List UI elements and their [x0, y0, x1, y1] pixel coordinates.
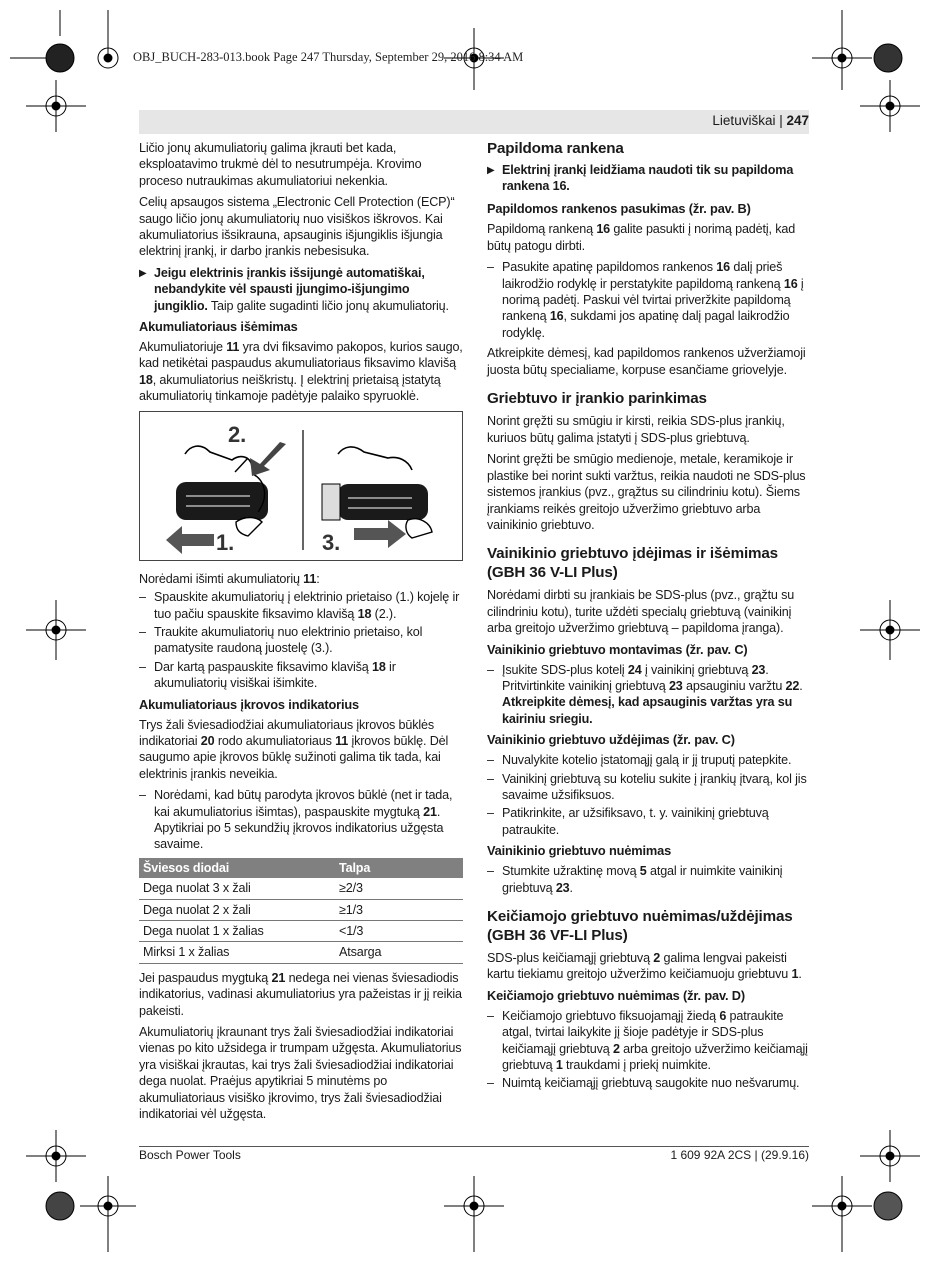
table-row: Dega nuolat 3 x žali ≥2/3	[139, 878, 463, 899]
list-item: – Nuimtą keičiamąjį griebtuvą saugokite nuo nešvarumų.	[487, 1075, 809, 1091]
crosshair-mark	[860, 80, 920, 132]
footer-doc-code: 1 609 92A 2CS | (29.9.16)	[670, 1148, 809, 1162]
paragraph: SDS-plus keičiamąjį griebtuvą 2 galima lengvai pakeisti kartu tiekiamu greitojo užveržimo keičiamuoju griebtuvu 1.	[487, 951, 802, 982]
crosshair-mark	[874, 44, 902, 72]
paragraph: Norint gręžti be smūgio medienoje, metale, keramikoje ir plastike bei norint sukti varžtus, reikia naudoti ne SDS-plus sistemos įrankius (pvz., grąžtus su cilindriniu kotu). Šiems įrankiams reikės greitojo užveržimo griebtuvo arba vainikinio griebtuvo.	[487, 452, 806, 532]
list-item: – Patikrinkite, ar užsifiksavo, t. y. vainikinį griebtuvą patraukite.	[487, 805, 809, 838]
table-row: Dega nuolat 2 x žali ≥1/3	[139, 899, 463, 920]
crosshair-mark	[444, 1176, 504, 1252]
crosshair-mark	[46, 10, 74, 72]
paragraph: Atkreipkite dėmesį, kad papildomos rankenos užveržiamoji juosta būtų specialiame, korpuse esančiame griovelyje.	[487, 346, 806, 377]
warning-item: ▶ Elektrinį įrankį leidžiama naudoti tik su papildoma rankena 16.	[487, 162, 794, 193]
crosshair-mark	[26, 1130, 86, 1182]
list-item: – Įsukite SDS-plus kotelį 24 į vainikinį griebtuvą 23. Pritvirtinkite vainikinį griebtuvą 23 apsauginiu varžtu 22. Atkreipkite dėmesį, kad apsauginis varžtas yra su kairiniu sriegiu.	[487, 662, 809, 728]
paragraph: Norint gręžti su smūgiu ir kirsti, reikia SDS-plus įrankių, kuriuos būtų galima įstatyti į SDS-plus griebtuvą.	[487, 414, 785, 445]
header-language: Lietuviškai	[712, 113, 776, 128]
paragraph: Akumuliatorių įkraunant trys žali šviesadiodžiai indikatoriai vienas po kito užsidega ir trumpam užgęsta. Akumuliatorius yra visiškai įkrautas, kai trys žali šviesadiodžiai indikatoriai dega nuolat. Praėjus apytikriai 5 minutėms po akumuliatoriaus visiško įkrovimo, trys žali šviesadiodžiai indikatoriai vėl užgęsta.	[139, 1025, 462, 1122]
paragraph: Celių apsaugos sistema „Electronic Cell Protection (ECP)“ saugo ličio jonų akumuliatorių nuo visiškos iškrovos. Kai akumuliatorius išsikrauna, apsauginis išjungiklis išjungia elektrinį įrankį, ir darbo įrankis nebesisuka.	[139, 195, 455, 259]
list-item: – Traukite akumuliatorių nuo elektrinio prietaiso, kol pamatysite raudoną juostelę (3.).	[139, 624, 463, 657]
battery-illustration	[140, 412, 462, 560]
footer-brand: Bosch Power Tools	[139, 1148, 241, 1162]
list-item: – Spauskite akumuliatorių į elektrinio prietaiso (1.) kojelę ir tuo pačiu spauskite fiksavimo klavišą 18 (2.).	[139, 589, 463, 622]
section-heading: Keičiamojo griebtuvo nuėmimas (žr. pav. D)	[487, 987, 745, 1003]
section-heading: Keičiamojo griebtuvo nuėmimas/uždėjimas (GBH 36 VF-LI Plus)	[487, 908, 793, 944]
table-header: Šviesos diodai	[139, 858, 335, 878]
paragraph: Ličio jonų akumuliatorių galima įkrauti bet kada, eksploatavimo trukmė dėl to nesutrumpėja. Krovimo proceso nutraukimas akumuliatoriui nekenkia.	[139, 141, 422, 188]
list-item: – Keičiamojo griebtuvo fiksuojamąjį žiedą 6 patraukite atgal, tvirtai laikykite jį šioje padėtyje ir SDS-plus keičiamąjį griebtuvą 2 arba greitojo užveržimo keičiamąjį griebtuvą 1 traukdami į priekį nuimkite.	[487, 1008, 809, 1074]
paragraph: Jei paspaudus mygtuką 21 nedega nei vienas šviesadiodis indikatorius, vadinasi akumuliatorius yra pažeistas ir jį reikia pakeisti.	[139, 970, 462, 1018]
step-label-3: 3.	[322, 529, 341, 555]
section-heading: Vainikinio griebtuvo uždėjimas (žr. pav. C)	[487, 732, 735, 748]
triangle-bullet-icon: ▶	[139, 267, 147, 279]
list-item: – Vainikinį griebtuvą su koteliu sukite į įrankių įtvarą, kol jis savaime užsifiksuos.	[487, 771, 809, 804]
crosshair-mark	[860, 1130, 920, 1182]
warning-item: ▶ Jeigu elektrinis įrankis išsijungė automatiškai, nebandykite vėl spausti įjungimo-išjungimo jungiklio. Taip galite sugadinti ličio jonų akumuliatorių.	[139, 265, 449, 313]
crosshair-mark	[46, 1192, 74, 1220]
header-bar	[139, 110, 809, 134]
crosshair-mark	[812, 1176, 872, 1252]
triangle-bullet-icon: ▶	[487, 164, 495, 176]
list-item: – Pasukite apatinę papildomos rankenos 16 dalį prieš laikrodžio rodyklę ir perstatykite papildomą rankeną 16 į norimą padėtį. Paskui vėl tvirtai priveržkite papildomą rankeną 16, sukdami jos apatinę dalį pagal laikrodžio rodyklę.	[487, 259, 809, 341]
section-heading: Vainikinio griebtuvo įdėjimas ir išėmimas (GBH 36 V-LI Plus)	[487, 545, 778, 581]
list-item: – Norėdami, kad būtų parodyta įkrovos būklė (net ir tada, kai akumuliatorius išimtas), paspauskite mygtuką 21. Apytikriai po 5 sekundžių įkrovos indikatorius užgęsta savaime.	[139, 787, 463, 853]
paragraph: Papildomą rankeną 16 galite pasukti į norimą padėtį, kad būtų patogu dirbti.	[487, 222, 796, 253]
section-heading: Papildoma rankena	[487, 140, 624, 157]
paragraph: Akumuliatoriuje 11 yra dvi fiksavimo pakopos, kurios saugo, kad netikėtai paspaudus akumuliatoriaus fiksavimo klavišą 18, akumuliatorius neiškristų. Į elektrinį prietaisą įstatytą akumuliatorių tinkamoje padėtyje palaiko spyruoklė.	[139, 340, 463, 404]
section-heading: Vainikinio griebtuvo montavimas (žr. pav. C)	[487, 641, 748, 657]
section-heading: Papildomos rankenos pasukimas (žr. pav. B)	[487, 201, 751, 217]
registration-line: OBJ_BUCH-283-013.book Page 247 Thursday, September 29, 2016 8:34 AM	[133, 50, 524, 64]
list-item: – Nuvalykite kotelio įstatomąjį galą ir jį truputį patepkite.	[487, 752, 809, 768]
crosshair-mark	[80, 1176, 136, 1252]
paragraph: Norėdami dirbti su įrankiais be SDS-plus (pvz., grąžtu su cilindriniu kotu), turite uždėti specialų griebtuvą (vainikinį arba greitojo užveržimo griebtuvą – papildoma įranga).	[487, 588, 795, 636]
step-label-1: 1.	[216, 529, 235, 555]
page-number: 247	[786, 113, 809, 128]
list-item: – Stumkite užraktinę movą 5 atgal ir nuimkite vainikinį griebtuvą 23.	[487, 863, 809, 896]
list-item: – Dar kartą paspauskite fiksavimo klavišą 18 ir akumuliatorių visiškai išimkite.	[139, 659, 463, 692]
table-header: Talpa	[335, 858, 463, 878]
right-column	[487, 140, 809, 1094]
crosshair-mark	[860, 600, 920, 660]
left-column	[139, 140, 463, 1127]
crosshair-mark	[26, 80, 86, 132]
crosshair-mark	[812, 10, 872, 90]
paragraph: Norėdami išimti akumuliatorių 11:	[139, 571, 320, 586]
section-heading: Griebtuvo ir įrankio parinkimas	[487, 389, 707, 407]
table-row: Dega nuolat 1 x žalias <1/3	[139, 921, 463, 942]
table-row: Mirksi 1 x žalias Atsarga	[139, 942, 463, 963]
footer-rule	[139, 1146, 809, 1147]
battery-removal-figure	[139, 411, 463, 561]
page-header: Lietuviškai | 247	[712, 113, 809, 128]
crosshair-mark	[26, 600, 86, 660]
section-heading: Akumuliatoriaus išėmimas	[139, 319, 298, 335]
paragraph: Trys žali šviesadiodžiai akumuliatoriaus įkrovos būklės indikatoriai 20 rodo akumuliatoriaus 11 įkrovos būklę. Dėl saugumo apie įkrovos būklę sužinoti galima tik tada, kai elektrinis įrankis neveikia.	[139, 717, 449, 781]
charge-status-table	[139, 858, 463, 964]
crosshair-mark	[874, 1192, 902, 1220]
step-label-2: 2.	[228, 421, 247, 447]
section-heading: Akumuliatoriaus įkrovos indikatorius	[139, 696, 360, 712]
section-heading: Vainikinio griebtuvo nuėmimas	[487, 843, 672, 859]
